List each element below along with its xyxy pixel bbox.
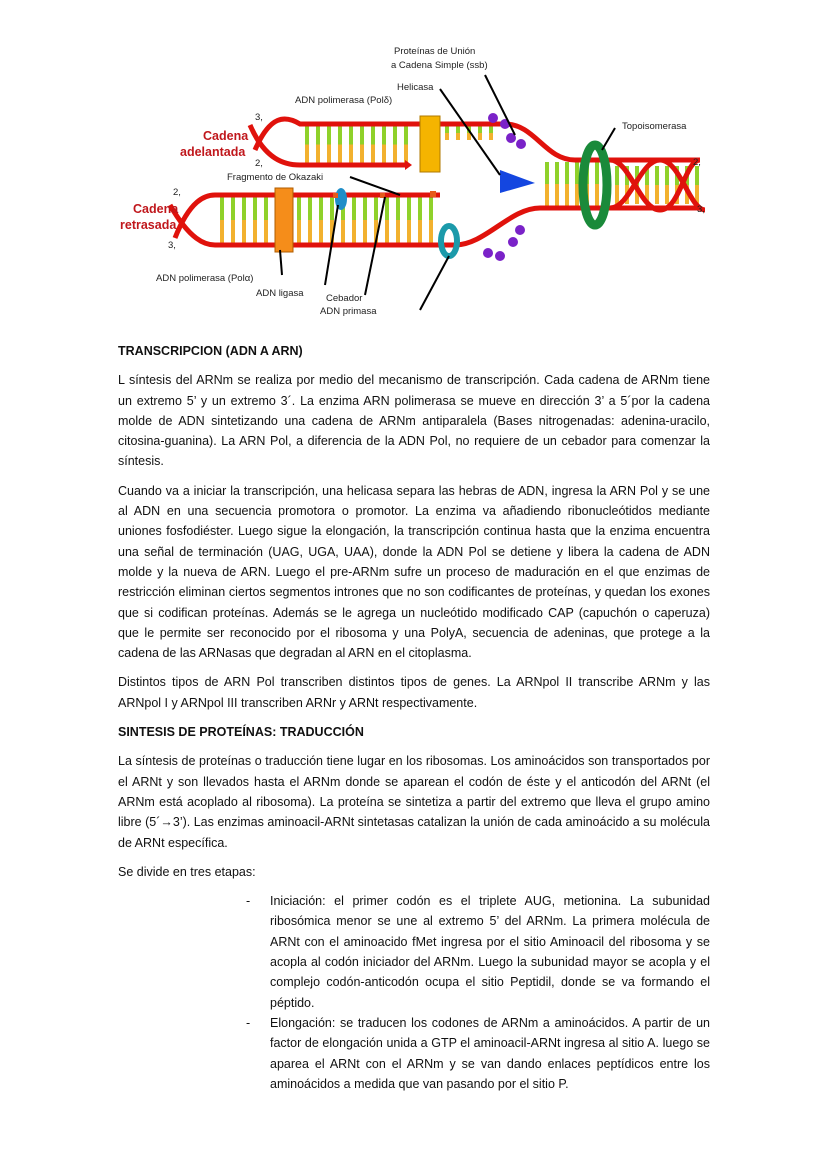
base-pair <box>308 220 312 243</box>
base-pair <box>478 126 482 133</box>
end-label: 3, <box>255 112 263 123</box>
label-pol-delta: ADN polimerasa (Polδ) <box>295 95 393 106</box>
list-item-text: Iniciación: el primer codón es el triplete AUG, metionina. La subunidad ribosómica menor se une al extremo 5’ del ARNm. La primera molécula de ARNt con el aminoacido fMet ingresa por el sitio Aminoacil del ribosoma y se acopla al codón iniciador del ARNm. Luego la subunidad mayor se acopla y el complejo codón-anticodón ocupa el sitio Peptidil, donde se va formando el péptido. <box>270 894 710 1010</box>
base-pair <box>407 220 411 243</box>
section-heading-transcripcion: TRANSCRIPCION (ADN A ARN) <box>118 344 303 358</box>
base-pair <box>489 133 493 140</box>
base-pair <box>429 220 433 243</box>
base-pair <box>220 197 224 220</box>
base-pair <box>371 126 375 145</box>
label-topoisomerasa: Topoisomerasa <box>622 121 687 132</box>
base-pair <box>352 220 356 243</box>
label-lagging-1: Cadena <box>133 202 179 216</box>
label-leading-1: Cadena <box>203 129 249 143</box>
base-pair <box>396 220 400 243</box>
base-pair <box>555 162 559 184</box>
base-pair <box>363 220 367 243</box>
base-pair <box>565 184 569 206</box>
base-pair <box>418 197 422 220</box>
dna-polymerase-alpha <box>275 188 293 252</box>
lagging-strand-top <box>175 195 440 238</box>
base-pair <box>305 126 309 145</box>
base-pair <box>371 145 375 164</box>
base-pair <box>253 197 257 220</box>
paragraph: La síntesis de proteínas o traducción tiene lugar en los ribosomas. Los aminoácidos son transportados por el ARNt y son llevados hasta el ARNm donde se aparean el codón de éste y el anticodón del ARNt (el ARNm está acoplado al ribosoma). La proteína se sintetiza a partir del extremo que lleva el grupo amino libre (5´→3’). Las enzimas aminoacil-ARNt sintetasas catalizan la unión de cada aminoácido a su molécula de ARNt específica. <box>118 754 710 850</box>
stages-list <box>118 891 710 1094</box>
label-ssb-2: a Cadena Simple (ssb) <box>391 60 488 71</box>
end-label: 3, <box>168 240 176 251</box>
base-pair <box>385 220 389 243</box>
base-pair <box>595 162 599 184</box>
base-pair <box>338 126 342 145</box>
base-pair <box>445 133 449 140</box>
base-pair <box>382 145 386 164</box>
base-pair <box>555 184 559 206</box>
base-pair <box>308 197 312 220</box>
base-pair <box>595 184 599 206</box>
base-pair <box>407 197 411 220</box>
base-pair <box>489 126 493 133</box>
base-pair <box>297 197 301 220</box>
list-item-text: Elongación: se traducen los codones de ARNm a aminoácidos. A partir de un factor de elongación unida a GTP el aminoacil-ARNt ingresa al sitio A. luego se aparea el ARNt con el ARNm y se van dando enlaces peptídicos entre los aminoácidos a medida que van pasando por el sitio P. <box>270 1015 710 1091</box>
base-pair <box>665 166 669 185</box>
base-pair <box>341 220 345 243</box>
base-pair <box>305 145 309 164</box>
base-pair <box>615 185 619 204</box>
base-pair <box>396 197 400 220</box>
lagging-strand-bottom <box>170 205 700 245</box>
base-pair <box>655 185 659 204</box>
label-ligasa: ADN ligasa <box>256 288 304 299</box>
base-pair <box>385 197 389 220</box>
leading-arrow <box>405 160 412 170</box>
base-pair <box>360 145 364 164</box>
base-pair <box>316 145 320 164</box>
base-pair <box>360 126 364 145</box>
list-bullet: - <box>246 894 251 909</box>
base-pair <box>374 197 378 220</box>
paragraph: Se divide en tres etapas: <box>118 864 256 879</box>
label-okazaki: Fragmento de Okazaki <box>227 172 324 183</box>
base-pair <box>231 220 235 243</box>
helicase <box>500 170 535 193</box>
base-pair <box>615 166 619 185</box>
base-pair <box>319 197 323 220</box>
base-pair <box>545 184 549 206</box>
base-pair <box>338 145 342 164</box>
base-pair <box>264 220 268 243</box>
list-bullet: - <box>246 1015 251 1030</box>
base-pair <box>316 126 320 145</box>
end-label: 2, <box>255 158 263 169</box>
base-pair <box>404 145 408 164</box>
base-pair <box>231 197 235 220</box>
label-ssb-1: Proteínas de Unión <box>394 46 476 57</box>
base-pair <box>242 197 246 220</box>
base-pair <box>363 197 367 220</box>
base-pair <box>349 126 353 145</box>
label-helicasa: Helicasa <box>397 82 434 93</box>
list-item <box>246 1013 710 1094</box>
base-pair <box>655 166 659 185</box>
base-pair <box>478 133 482 140</box>
paragraph: L síntesis del ARNm se realiza por medio del mecanismo de transcripción. Cada cadena de ARNm tiene un extremo 5’ y un extremo 3´. La enzima ARN polimerasa se mueve en dirección 3’ a 5´por la cadena molde de ADN sintetizando una cadena de ARNm antiparalela (Bases nitrogenadas: adenina-uracilo, citosina-guanina). La ARN Pol, a diferencia de la ADN Pol, no requiere de un cebador para comenzar la síntesis. <box>118 373 710 469</box>
paragraph: Distintos tipos de ARN Pol transcriben distintos tipos de genes. La ARNpol II transcribe ARNm y las ARNpol I y ARNpol III transcriben ARNr y ARNt respectivamente. <box>118 675 710 710</box>
base-pair <box>352 197 356 220</box>
base-pair <box>545 162 549 184</box>
base-pair <box>418 220 422 243</box>
base-pair <box>327 126 331 145</box>
label-lagging-2: retrasada <box>120 218 177 232</box>
base-pair <box>349 145 353 164</box>
label-primasa: ADN primasa <box>320 306 377 317</box>
base-pair <box>665 185 669 204</box>
base-pair <box>253 220 257 243</box>
base-pair <box>393 145 397 164</box>
label-cebador: Cebador <box>326 293 363 304</box>
base-pair <box>264 197 268 220</box>
document-body <box>118 341 710 1094</box>
base-pair <box>297 220 301 243</box>
base-pair <box>445 126 449 133</box>
paragraph: Cuando va a iniciar la transcripción, una helicasa separa las hebras de ADN, ingresa la ARN Pol y se une al ADN en una secuencia promotora o promotor. La enzima va añadiendo ribonucleótidos mediante uniones fosfodiéster. Luego sigue la elongación, la transcripción continua hasta que la enzima encuentra una señal de terminación (UAG, UGA, UAA), donde la ADN Pol se detiene y libera la cadena de ADN molde y la nueva de ARN. Luego el pre-ARNm sufre un proceso de maduración en el que enzimas de restricción eliminan ciertos segmentos intrones que no son codificantes de proteínas, y quedan los exones que si codifican proteínas. Además se le agrega un nucleótido modificado CAP (capuchón o caperuza) que le permite ser reconocido por el ribosoma y una PolyA, secuencia de adeninas, que protege a la cadena de las ARNasas que degradan al ARN en el citoplasma. <box>118 483 710 661</box>
list-item <box>246 891 710 1013</box>
base-pair <box>404 126 408 145</box>
base-pair <box>382 126 386 145</box>
end-label: 2, <box>173 187 181 198</box>
base-pair <box>429 197 433 220</box>
base-pair <box>242 220 246 243</box>
base-pair <box>575 184 579 206</box>
base-pair <box>695 166 699 185</box>
label-pol-alpha: ADN polimerasa (Polα) <box>156 273 254 284</box>
label-leading-2: adelantada <box>180 145 246 159</box>
base-pair <box>319 220 323 243</box>
dna-replication-diagram <box>0 0 828 330</box>
base-pair <box>220 220 224 243</box>
base-pair <box>565 162 569 184</box>
base-pair <box>456 133 460 140</box>
base-pair <box>456 126 460 133</box>
dna-polymerase-delta <box>420 116 440 172</box>
section-heading-traduccion: SINTESIS DE PROTEÍNAS: TRADUCCIÓN <box>118 725 364 740</box>
base-pair <box>575 162 579 184</box>
base-pair <box>330 197 334 220</box>
end-label: 3, <box>697 204 705 215</box>
base-pair <box>393 126 397 145</box>
dna-primase <box>441 226 457 256</box>
base-pair <box>327 145 331 164</box>
end-label: 2, <box>693 157 701 168</box>
